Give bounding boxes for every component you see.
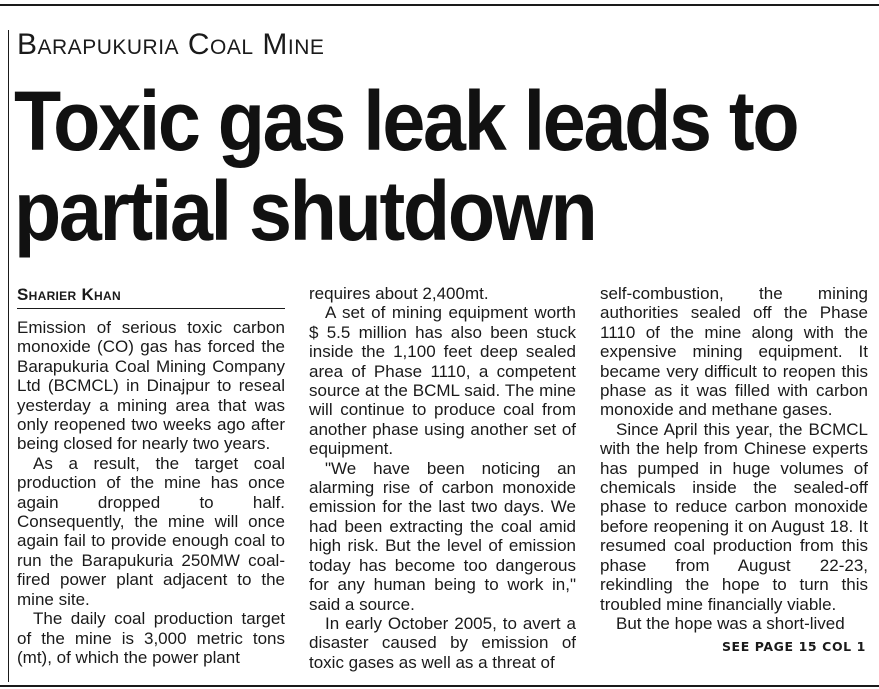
bottom-rule: [0, 685, 879, 687]
paragraph: Emission of serious toxic carbon monoxide (CO) gas has forced the Barapukuria Coal Mining Company Ltd (BCMCL) in Dinajpur to reseal yesterday a mining area that was only reopened two weeks ago after being closed for nearly two years.: [17, 318, 285, 454]
paragraph: self-combustion, the mining authorities sealed off the Phase 1110 of the mine along with the expensive mining equipment. It became very difficult to reopen this phase as it was filled with carbon monoxide and methane gases.: [600, 284, 868, 420]
article-column-2: [309, 284, 576, 672]
byline-rule: [17, 308, 285, 309]
paragraph: requires about 2,400mt.: [309, 284, 489, 303]
paragraph: "We have been noticing an alarming rise of carbon monoxide emission for the last two days. We had been extracting the coal amid high risk. But the level of emission today has become too dangerous for any human being to work in," said a source.: [309, 458, 576, 614]
paragraph: But the hope was a short-lived: [616, 613, 845, 633]
paragraph: A set of mining equipment worth $ 5.5 million has also been stuck inside the 1,100 feet deep sealed area of Phase 1110, a competent source at the BCML said. The mine will continue to produce coal from another phase using another set of equipment.: [309, 303, 576, 459]
paragraph: Since April this year, the BCMCL with the help from Chinese experts has pumped in huge volumes of chemicals inside the sealed-off phase to reduce carbon monoxide before reopening it on August 18. It resumed coal production from this phase from August 22-23, rekindling the hope to turn this troubled mine financially viable.: [600, 419, 868, 614]
paragraph: The daily coal production target of the mine is 3,000 metric tons (mt), of which the power plant: [17, 609, 285, 667]
section-kicker: Barapukuria Coal Mine: [17, 28, 325, 61]
paragraph: As a result, the target coal production of the mine has once again dropped to half. Consequently, the mine will once again fail to provide enough coal to run the Barapukuria 250MW coal-fired power plant adjacent to the mine site.: [17, 453, 285, 609]
article-column-1: [17, 284, 285, 667]
headline-line-1: Toxic gas leak leads to: [14, 74, 798, 168]
headline-line-2: partial shutdown: [14, 164, 596, 258]
left-column-rule: [8, 30, 9, 682]
top-rule: [0, 4, 879, 6]
article-column-3: [600, 284, 868, 657]
paragraph: In early October 2005, to avert a disaster caused by emission of toxic gases as well as a threat of: [309, 613, 576, 672]
continued-jump-link[interactable]: SEE PAGE 15 COL 1: [721, 639, 866, 655]
byline: Sharier Khan: [17, 285, 121, 304]
headline: [14, 76, 805, 256]
